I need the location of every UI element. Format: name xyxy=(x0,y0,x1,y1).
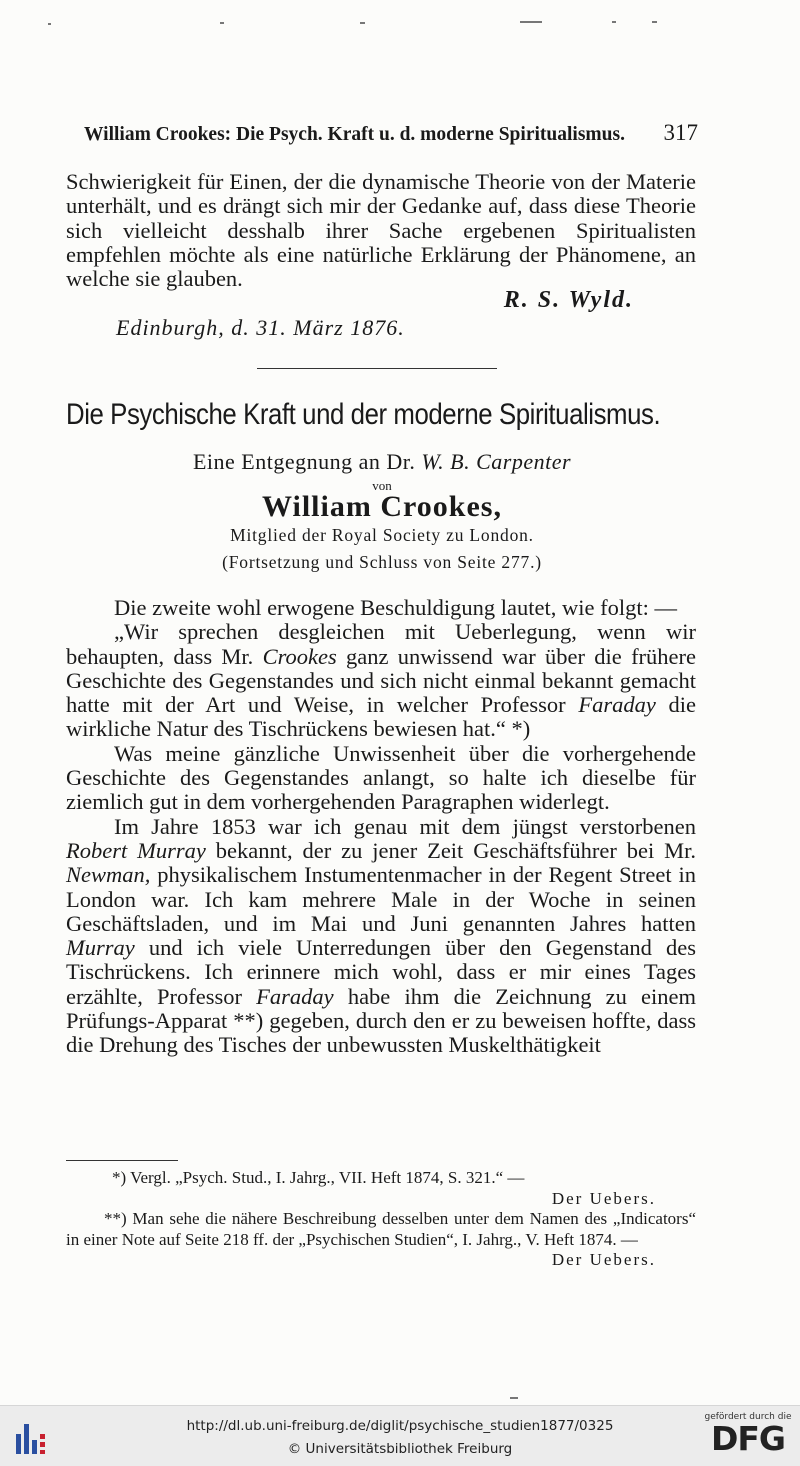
funder-note: gefördert durch die xyxy=(704,1412,792,1422)
scan-speck xyxy=(48,23,51,25)
person-name: Robert Murray xyxy=(66,837,206,863)
footnote-1-signature: Der Uebers. xyxy=(551,1188,656,1208)
article-body xyxy=(66,596,696,1058)
scan-speck xyxy=(360,22,365,24)
byline-von: von xyxy=(372,478,392,493)
paragraph-4-text: habe ihm die Zeichnung zu einem Prüfungs-Apparat **) gegeben, durch den er zu beweisen hoffte, dass die Drehung des Tisches der unbewussten Muskelthätigkeit xyxy=(66,983,697,1058)
scan-speck xyxy=(652,21,657,23)
footnote-2 xyxy=(66,1209,696,1269)
article-title: Die Psychische Kraft und der moderne Spiritualismus. xyxy=(66,398,661,431)
paragraph-2-text: „Wir sprechen desgleichen mit Ueberlegung, wenn wir behaupten, dass Mr. xyxy=(66,619,696,669)
author-affiliation: Mitglied der Royal Society zu London. xyxy=(230,525,534,545)
footnote-rule xyxy=(66,1160,178,1161)
footnotes xyxy=(66,1168,696,1271)
page-number: 317 xyxy=(663,120,698,145)
footnote-2-signature: Der Uebers. xyxy=(551,1250,656,1269)
closing-paragraph: Schwierigkeit für Einen, der die dynamische Theorie von der Materie unterhält, und es drängt sich mir der Gedanke auf, dass diese Theorie sich vielleicht desshalb ihrer Sache ergebenen Spiritualisten empfehlen möchte als eine natürliche Erklärung der Phänomene, an welche sie glauben. xyxy=(66,169,696,292)
author-name: William Crookes, xyxy=(262,490,502,523)
signature: R. S. Wyld. xyxy=(503,287,634,313)
permalink-url[interactable]: http://dl.ub.uni-freiburg.de/diglit/psychische_studien1877/0325 xyxy=(186,1418,614,1434)
person-name: Faraday xyxy=(256,983,334,1009)
footnote-2-text: **) Man sehe die nähere Beschreibung desselben unter dem Namen des „Indicators“ in einer Note auf Seite 218 ff. der „Psychischen Studien“, I. Jahrg., V. Heft 1874. — xyxy=(66,1209,696,1249)
paragraph-2-text: die wirkliche Natur des Tischrückens bewiesen hat.“ *) xyxy=(66,692,696,742)
running-title: William Crookes: Die Psych. Kraft u. d. moderne Spiritualismus. xyxy=(84,124,625,145)
paragraph-3: Was meine gänzliche Unwissenheit über die vorhergehende Geschichte des Gegenstandes anlangt, so halte ich dieselbe für ziemlich gut in dem vorhergehenden Paragraphen widerlegt. xyxy=(66,740,696,815)
paragraph-4-text: Im Jahre 1853 war ich genau mit dem jüngst verstorbenen xyxy=(114,813,696,839)
dfg-logo xyxy=(704,1412,792,1462)
scan-speck xyxy=(612,21,616,23)
paragraph-4-text: physikalischem Instumentenmacher in der Regent Street in London war. Ich kam mehrere Male in der Woche in seinen Geschäftsladen, und im Mai und Juni genannten Jahres hatten xyxy=(66,862,697,936)
person-name: Faraday xyxy=(578,692,656,718)
scan-speck xyxy=(220,22,224,24)
article-subtitle xyxy=(66,449,698,475)
paragraph-2 xyxy=(66,620,696,741)
running-head xyxy=(84,120,698,146)
section-divider xyxy=(257,368,497,369)
dateline: Edinburgh, d. 31. März 1876. xyxy=(116,315,405,340)
continuation-note: (Fortsetzung und Schluss von Seite 277.) xyxy=(222,552,542,572)
scan-speck xyxy=(510,1397,518,1399)
paragraph-4-text: und ich viele Unterredungen über den Gegenstand des Tischrückens. Ich erinnere mich wohl, dass er mir eines Tages erzählte, Professor xyxy=(66,935,697,1009)
subtitle-name: W. B. Carpenter xyxy=(421,449,572,474)
previous-article-ending xyxy=(66,170,696,291)
viewer-footer xyxy=(0,1405,800,1466)
person-name: Murray xyxy=(66,935,135,961)
copyright-notice: © Universitätsbibliothek Freiburg xyxy=(287,1441,513,1457)
paragraph-4-text: bekannt, der zu jener Zeit Geschäftsführer bei Mr. xyxy=(215,837,697,863)
person-name: Crookes xyxy=(262,643,337,669)
person-name: Newman, xyxy=(66,862,151,888)
funder-logo-text: DFG xyxy=(710,1419,786,1458)
paragraph-4 xyxy=(66,815,696,1058)
paragraph-2-text: ganz unwissend war über die frühere Geschichte des Gegenstandes und sich nicht einmal bekannt gemacht hatte mit der Art und Weise, in welcher Professor xyxy=(66,643,697,718)
subtitle-prefix: Eine Entgegnung an Dr. xyxy=(192,449,416,474)
scan-speck xyxy=(520,21,542,23)
paragraph-1: Die zweite wohl erwogene Beschuldigung lautet, wie folgt: — xyxy=(114,595,677,620)
footnote-1: *) Vergl. „Psych. Stud., I. Jahrg., VII. Heft 1874, S. 321.“ — xyxy=(112,1168,525,1187)
